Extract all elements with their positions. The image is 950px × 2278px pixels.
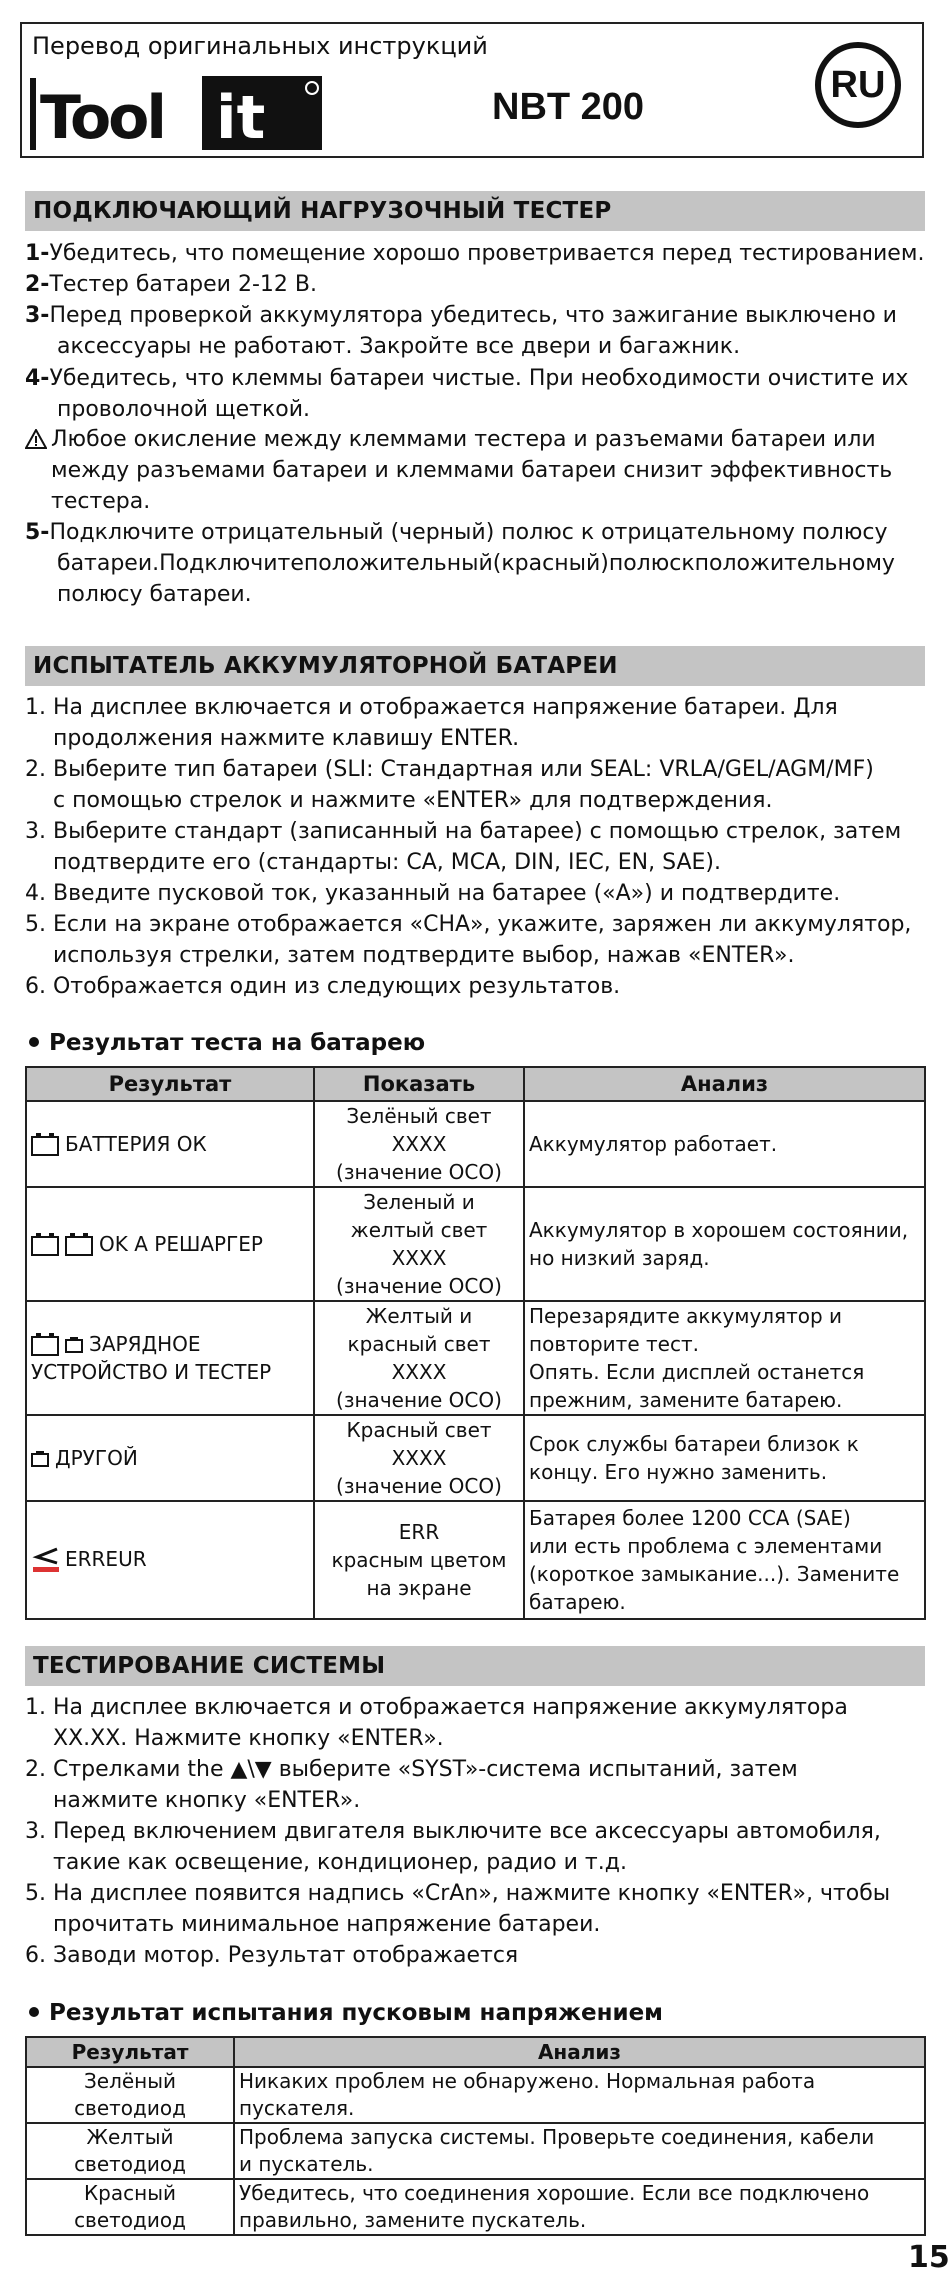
section-title-system-test: ТЕСТИРОВАНИЕ СИСТЕМЫ [25,1646,925,1686]
s2-line-2b: с помощью стрелок и нажмите «ENTER» для подтверждения. [53,788,773,813]
result-cell: ERREUR [26,1501,314,1619]
table-row [26,1187,925,1301]
s3-line-6: 6. Заводи мотор. Результат отображается [25,1943,519,1968]
s3-line-5b: прочитать минимальное напряжение батареи. [53,1912,601,1937]
s2-line-5: 5. Если на экране отображается «CHA», укажите, заряжен ли аккумулятор, [25,912,912,937]
result-cell: Красный светодиод [26,2179,234,2235]
table2-title: Результат испытания пусковым напряжением [25,2000,663,2026]
s1-line-2: 2-Тестер батареи 2-12 В. [25,272,317,297]
s1-line-5c: полюсу батареи. [57,582,252,607]
section-title-battery-tester: ИСПЫТАТЕЛЬ АККУМУЛЯТОРНОЙ БАТАРЕИ [25,646,925,686]
starting-voltage-result-table [25,2036,926,2236]
table-row [26,2179,925,2235]
s2-line-1: 1. На дисплее включается и отображается напряжение батареи. Для [25,695,838,720]
analysis-cell: Проблема запуска системы. Проверьте соединения, кабели и пускатель. [234,2123,925,2179]
analysis-cell: Убедитесь, что соединения хорошие. Если все подключено правильно, замените пускатель. [234,2179,925,2235]
warning-icon [25,429,47,449]
tool-it-logo [30,74,326,152]
table-row [26,1301,925,1415]
s3-line-5: 5. На дисплее появится надпись «CrAn», нажмите кнопку «ENTER», чтобы [25,1881,891,1906]
table-row [26,2123,925,2179]
table-row [26,1101,925,1187]
s1-line-5b: батареи.Подключитеположительный(красный)полюскположительному [57,551,895,576]
s1-line-4b: проволочной щеткой. [57,397,310,422]
s1-line-3: 3-Перед проверкой аккумулятора убедитесь, что зажигание выключено и [25,303,897,328]
svg-text:Tool: Tool [40,83,164,152]
s3-line-2: 2. Стрелками the ▲\▼ выберите «SYST»-система испытаний, затем [25,1757,798,1782]
s2-line-3: 3. Выберите стандарт (записанный на батарее) с помощью стрелок, затем [25,819,902,844]
s1-line-1: 1-Убедитесь, что помещение хорошо проветривается перед тестированием. [25,241,925,266]
s3-line-3: 3. Перед включением двигателя выключите все аксессуары автомобиля, [25,1819,881,1844]
s2-line-2: 2. Выберите тип батареи (SLI: Стандартная или SEAL: VRLA/GEL/AGM/MF) [25,757,874,782]
s2-line-4: 4. Введите пусковой ток, указанный на батарее («A») и подтвердите. [25,881,841,906]
analysis-cell: Срок службы батареи близок к концу. Его нужно заменить. [524,1415,925,1501]
table-header-row [26,2037,925,2067]
analysis-cell: Аккумулятор в хорошем состоянии, но низкий заряд. [524,1187,925,1301]
s3-line-1b: XX.XX. Нажмите кнопку «ENTER». [53,1726,444,1751]
display-cell: Зеленый и желтый свет XXXX (значение OCO) [314,1187,524,1301]
analysis-cell: Никаких проблем не обнаружено. Нормальная работа пускателя. [234,2067,925,2123]
s2-line-3b: подтвердите его (стандарты: CA, MCA, DIN, IEC, EN, SAE). [53,850,721,875]
s1-line-4: 4-Убедитесь, что клеммы батареи чистые. При необходимости очистите их [25,366,909,391]
header-box [20,22,924,158]
table-header-row [26,1067,925,1101]
s1-warning-line: Любое окисление между клеммами тестера и разъемами батареи или [25,425,876,455]
col-header-display: Показать [314,1067,524,1101]
display-cell: ERR красным цветом на экране [314,1501,524,1619]
col-header-analysis: Анализ [524,1067,925,1101]
analysis-cell: Аккумулятор работает. [524,1101,925,1187]
s1-warning-line-c: тестера. [51,489,151,514]
bullet-icon [29,2007,39,2017]
col-header-result: Результат [26,1067,314,1101]
table-row [26,2067,925,2123]
table-row [26,1501,925,1619]
battery-icon [31,1136,59,1156]
col-header-analysis: Анализ [234,2037,925,2067]
s3-line-1: 1. На дисплее включается и отображается напряжение аккумулятора [25,1695,848,1720]
table1-title: Результат теста на батарею [25,1030,425,1056]
page-number: 15 [908,2240,950,2275]
result-cell: БАТТЕРИЯ ОК [26,1101,314,1187]
s1-line-5: 5-Подключите отрицательный (черный) полюс к отрицательному полюсу [25,520,888,545]
s2-line-1b: продолжения нажмите клавишу ENTER. [53,726,520,751]
error-icon [31,1545,63,1575]
display-cell: Зелёный свет XXXX (значение OCO) [314,1101,524,1187]
s2-line-6: 6. Отображается один из следующих результатов. [25,974,621,999]
battery-icon [31,1236,59,1256]
display-cell: Красный свет XXXX (значение OCO) [314,1415,524,1501]
col-header-result: Результат [26,2037,234,2067]
result-cell: OK А РЕШАРГЕР [26,1187,314,1301]
s2-line-5b: используя стрелки, затем подтвердите выбор, нажав «ENTER». [53,943,795,968]
battery-replace-icon [31,1453,49,1467]
s1-line-3b: аксессуары не работают. Закройте все двери и багажник. [57,334,741,359]
result-cell: ДРУГОЙ [26,1415,314,1501]
result-cell: Желтый светодиод [26,2123,234,2179]
analysis-cell: Батарея более 1200 CCA (SAE) или есть проблема с элементами (короткое замыкание...). Замените батарею. [524,1501,925,1619]
model-name: NBT 200 [492,86,645,128]
table-row [26,1415,925,1501]
battery-recharge-icon [65,1236,93,1256]
s3-line-2b: нажмите кнопку «ENTER». [53,1788,361,1813]
translation-note: Перевод оригинальных инструкций [32,32,488,60]
s1-warning-line-b: между разъемами батареи и клеммами батареи снизит эффективность [51,458,893,483]
language-badge: RU [815,42,901,128]
s3-line-3b: такие как освещение, кондиционер, радио и т.д. [53,1850,627,1875]
display-cell: Желтый и красный свет XXXX (значение OCO) [314,1301,524,1415]
svg-text:it: it [216,83,266,152]
bullet-icon [29,1037,39,1047]
battery-test-result-table [25,1066,926,1620]
result-cell: Зелёный светодиод [26,2067,234,2123]
battery-recharge-icon [31,1336,59,1356]
result-cell: ЗАРЯДНОЕ УСТРОЙСТВО И ТЕСТЕР [26,1301,314,1415]
section-title-load-tester: ПОДКЛЮЧАЮЩИЙ НАГРУЗОЧНЫЙ ТЕСТЕР [25,191,925,231]
analysis-cell: Перезарядите аккумулятор и повторите тест. Опять. Если дисплей останется прежним, замените батарею. [524,1301,925,1415]
battery-replace-icon [65,1339,83,1353]
